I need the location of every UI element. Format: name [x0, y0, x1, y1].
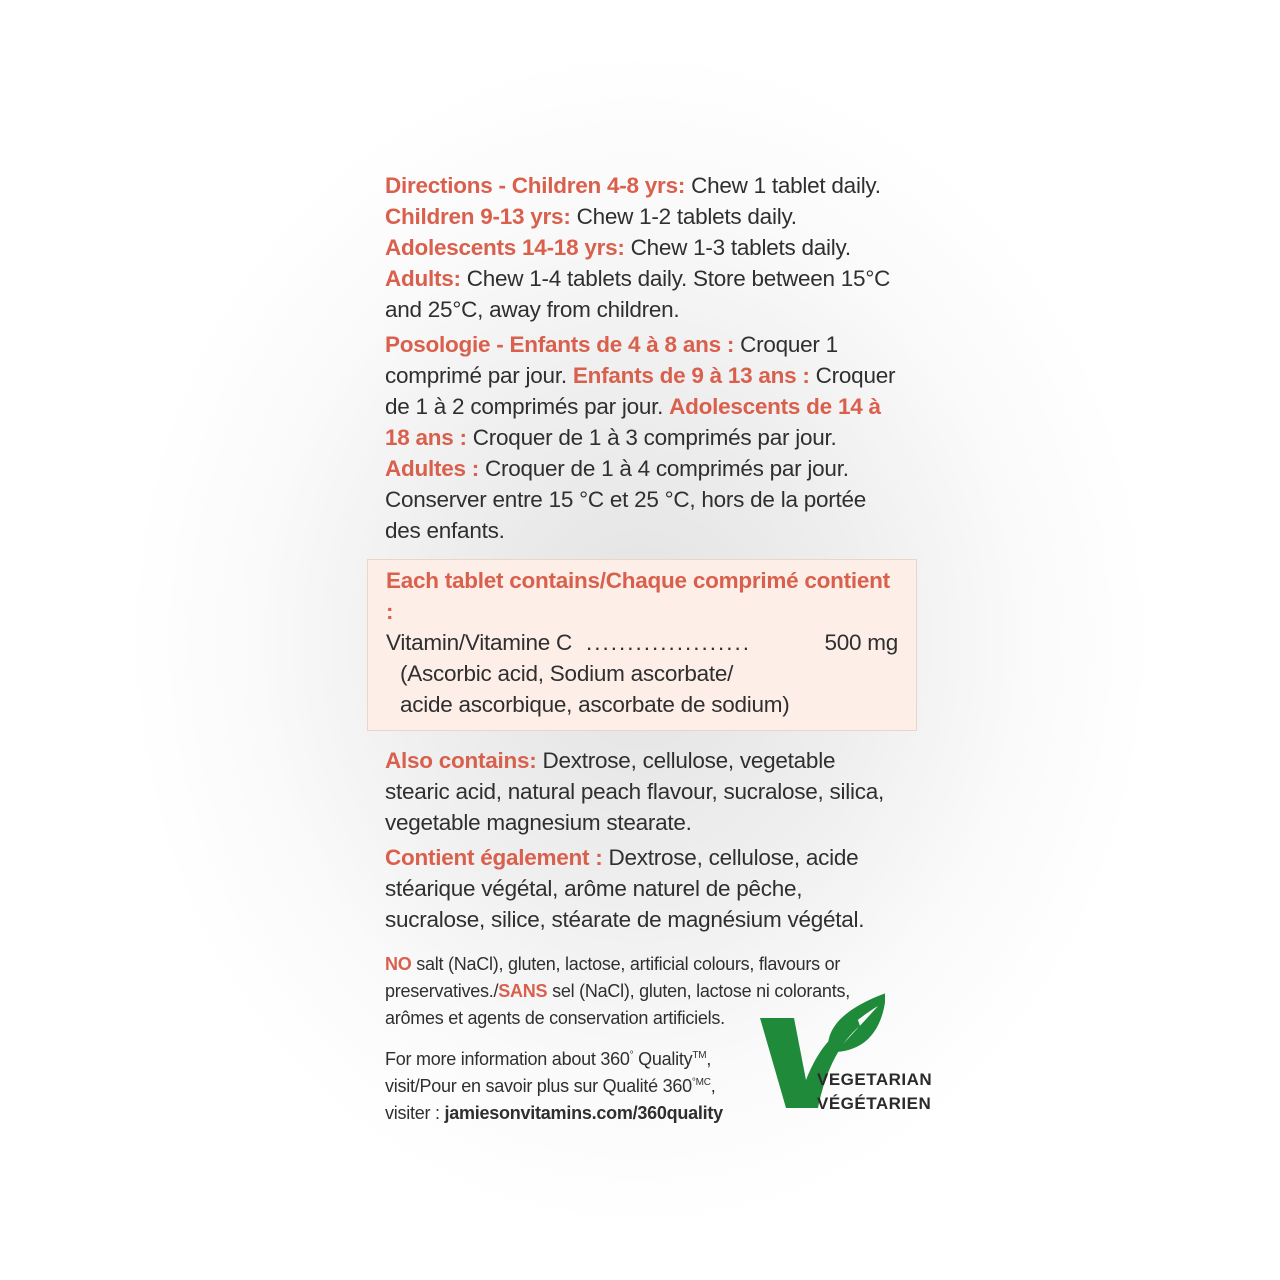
website-link[interactable]: jamiesonvitamins.com/360quality: [444, 1103, 723, 1123]
ingredient-amount: 500 mg: [824, 630, 898, 655]
also-contains-heading: Also contains:: [385, 748, 537, 773]
enfants-heading: Enfants de 9 à 13 ans :: [572, 363, 810, 388]
quality-word: Quality: [633, 1049, 693, 1069]
enfants-text: Croquer de 1 à 2 comprimés par jour.: [385, 363, 896, 419]
children-text: Chew 1-2 tablets daily.: [570, 204, 797, 229]
adolescents-text: Chew 1-3 tablets daily.: [624, 235, 851, 260]
info-line-3: visiter :: [385, 1103, 445, 1123]
directions-text: Chew 1 tablet daily.: [685, 173, 881, 198]
ingredient-source-1: (Ascorbic acid, Sodium ascorbate/: [400, 661, 734, 686]
also-contains-text: Dextrose, cellulose, vegetable stearic acid, natural peach flavour, sucralose, silica, vegetable magnesium stearate.: [385, 748, 885, 835]
product-label: [385, 170, 933, 1136]
also-contains-en: [385, 745, 905, 838]
info-line-2: visit/Pour en savoir plus sur Qualité 360: [385, 1076, 692, 1096]
info-line-1: For more information about 360: [385, 1049, 630, 1069]
ingredient-source-2: acide ascorbique, ascorbate de sodium): [400, 692, 790, 717]
adolescents-fr-text: Croquer de 1 à 3 comprimés par jour.: [466, 425, 837, 450]
comma: ,: [706, 1049, 712, 1069]
contents-heading: Each tablet contains/Chaque comprimé contient :: [386, 568, 890, 624]
adolescents-heading: Adolescents 14-18 yrs:: [385, 235, 625, 260]
comma: ,: [710, 1076, 716, 1096]
posologie-text: Croquer 1 comprimé par jour.: [385, 332, 838, 388]
children-heading: Children 9-13 yrs:: [385, 204, 571, 229]
free-of-en: salt (NaCl), gluten, lactose, artificial colours, flavours or preservatives./: [385, 954, 841, 1001]
directions-en: [385, 170, 925, 325]
ingredient-name: Vitamin/Vitamine C: [386, 630, 573, 655]
vegetarian-fr: VÉGÉTARIEN: [817, 1094, 932, 1113]
adolescents-fr-heading: Adolescents de 14 à 18 ans :: [385, 394, 881, 450]
dot-leader: ....................: [586, 630, 752, 655]
contents-box: [367, 559, 917, 731]
footer: [385, 1046, 933, 1136]
quality-info: [385, 1046, 765, 1127]
contient-text: Dextrose, cellulose, acide stéarique végétal, arôme naturel de pêche, sucralose, silice, stéarate de magnésium végétal.: [385, 845, 865, 932]
directions-heading: Directions - Children 4-8 yrs:: [385, 173, 686, 198]
adultes-heading: Adultes :: [385, 456, 480, 481]
adults-heading: Adults:: [385, 266, 461, 291]
posologie-heading: Posologie - Enfants de 4 à 8 ans :: [385, 332, 735, 357]
ingredient-row: [386, 627, 898, 658]
free-of-fr: sel (NaCl), gluten, lactose ni colorants, arômes et agents de conservation artificiels.: [385, 981, 850, 1028]
adults-text: Chew 1-4 tablets daily. Store between 15°C and 25°C, away from children.: [385, 266, 891, 322]
degree-mark: °: [629, 1050, 634, 1061]
trademark-mark: TM: [692, 1050, 707, 1061]
mc-mark: °MC: [691, 1077, 711, 1088]
vegetarian-en: VEGETARIAN: [817, 1070, 933, 1089]
directions-fr: [385, 329, 905, 546]
contient-heading: Contient également :: [385, 845, 603, 870]
adultes-text: Croquer de 1 à 4 comprimés par jour. Conserver entre 15 °C et 25 °C, hors de la portée des enfants.: [385, 456, 867, 543]
sans-label: SANS: [498, 981, 548, 1001]
no-label: NO: [385, 954, 412, 974]
also-contains-fr: [385, 842, 885, 935]
vegetarian-badge: [760, 990, 933, 1130]
